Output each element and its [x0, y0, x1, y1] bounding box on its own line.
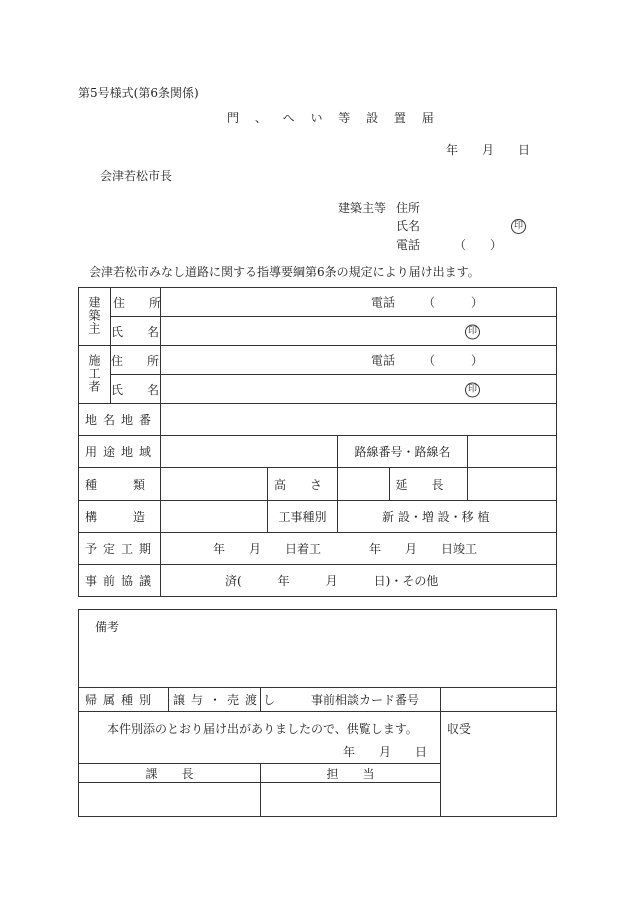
consult-card-label: 事前相談カード番号: [261, 688, 441, 712]
builder-phone-label: 電話: [371, 353, 396, 368]
address-label: 住所: [396, 201, 421, 215]
schedule-label: 予定工期: [79, 533, 161, 565]
length-label-text: 延 長: [416, 468, 468, 501]
zoning-label: 用途地域: [79, 436, 161, 468]
work-type-label: 工事種別: [268, 501, 338, 533]
owner-name-label: 氏 名: [111, 317, 161, 346]
zoning-field[interactable]: [161, 436, 338, 468]
consultation-field[interactable]: 済( 年 月 日)・その他: [161, 565, 557, 597]
charge-stamp-field[interactable]: [261, 783, 441, 817]
location-field[interactable]: [161, 404, 557, 436]
ownership-type-label: 帰属種別: [79, 688, 169, 712]
owner-phone-label: 電話: [371, 295, 396, 310]
schedule-field[interactable]: 年 月 日着工 年 月 日竣工: [161, 533, 557, 565]
chief-label: 課 長: [79, 764, 261, 783]
applicant-label: 建築主等: [338, 201, 387, 215]
form-number: 第5号様式(第6条関係): [78, 86, 199, 100]
route-label: 路線番号・路線名: [338, 436, 468, 468]
office-use-table: [78, 609, 557, 817]
statement: 会津若松市みなし道路に関する指導要綱第6条の規定により届け出ます。: [89, 265, 480, 279]
date-line: 年 月 日: [446, 143, 531, 157]
name-label: 氏名: [396, 219, 421, 233]
kind-field[interactable]: [161, 468, 268, 501]
builder-name-label: 氏 名: [111, 375, 161, 404]
main-form-table: [78, 287, 557, 597]
owner-name-field[interactable]: [161, 317, 557, 346]
owner-address-label: 住 所: [111, 288, 161, 317]
builder-address-field[interactable]: [161, 346, 557, 375]
phone-parens: （ ）: [454, 238, 503, 252]
consultation-label: 事前協議: [79, 565, 161, 597]
length-field[interactable]: [468, 468, 557, 501]
notice-date: 年 月 日: [343, 745, 428, 759]
seal-icon: 印: [465, 323, 480, 340]
location-label: 地名地番: [79, 404, 161, 436]
seal-icon: 印: [465, 381, 480, 398]
addressee: 会津若松市長: [100, 169, 173, 183]
received-stamp-area: 収受: [441, 712, 557, 817]
seal-icon: 印: [511, 218, 526, 234]
notice-cell: [79, 712, 441, 764]
builder-group-label: 施工者: [79, 346, 111, 404]
structure-label: 構 造: [79, 501, 161, 533]
charge-label: 担 当: [261, 764, 441, 783]
owner-phone-parens: （ ）: [423, 295, 484, 310]
builder-name-field[interactable]: [161, 375, 557, 404]
height-label: 高 さ: [268, 468, 338, 501]
owner-address-field[interactable]: [161, 288, 557, 317]
owner-group-label: 建築主: [79, 288, 111, 346]
route-field[interactable]: [468, 436, 557, 468]
builder-phone-parens: （ ）: [423, 353, 484, 368]
consult-card-field[interactable]: [441, 688, 557, 712]
kind-label: 種 類: [79, 468, 161, 501]
ownership-type-value[interactable]: 譲与・売渡し: [169, 688, 261, 712]
work-type-options[interactable]: 新 設・増 設・移 植: [338, 501, 557, 533]
notice-text: 本件別添のとおり届け出がありましたので、供覧します。: [107, 722, 418, 736]
page-title: 門 、 へ い 等 設 置 届: [227, 111, 440, 125]
remarks-box[interactable]: 備考: [79, 610, 557, 688]
chief-stamp-field[interactable]: [79, 783, 261, 817]
height-field[interactable]: [338, 468, 390, 501]
builder-address-label: 住 所: [111, 346, 161, 375]
phone-label: 電話: [396, 238, 421, 252]
structure-field[interactable]: [161, 501, 268, 533]
